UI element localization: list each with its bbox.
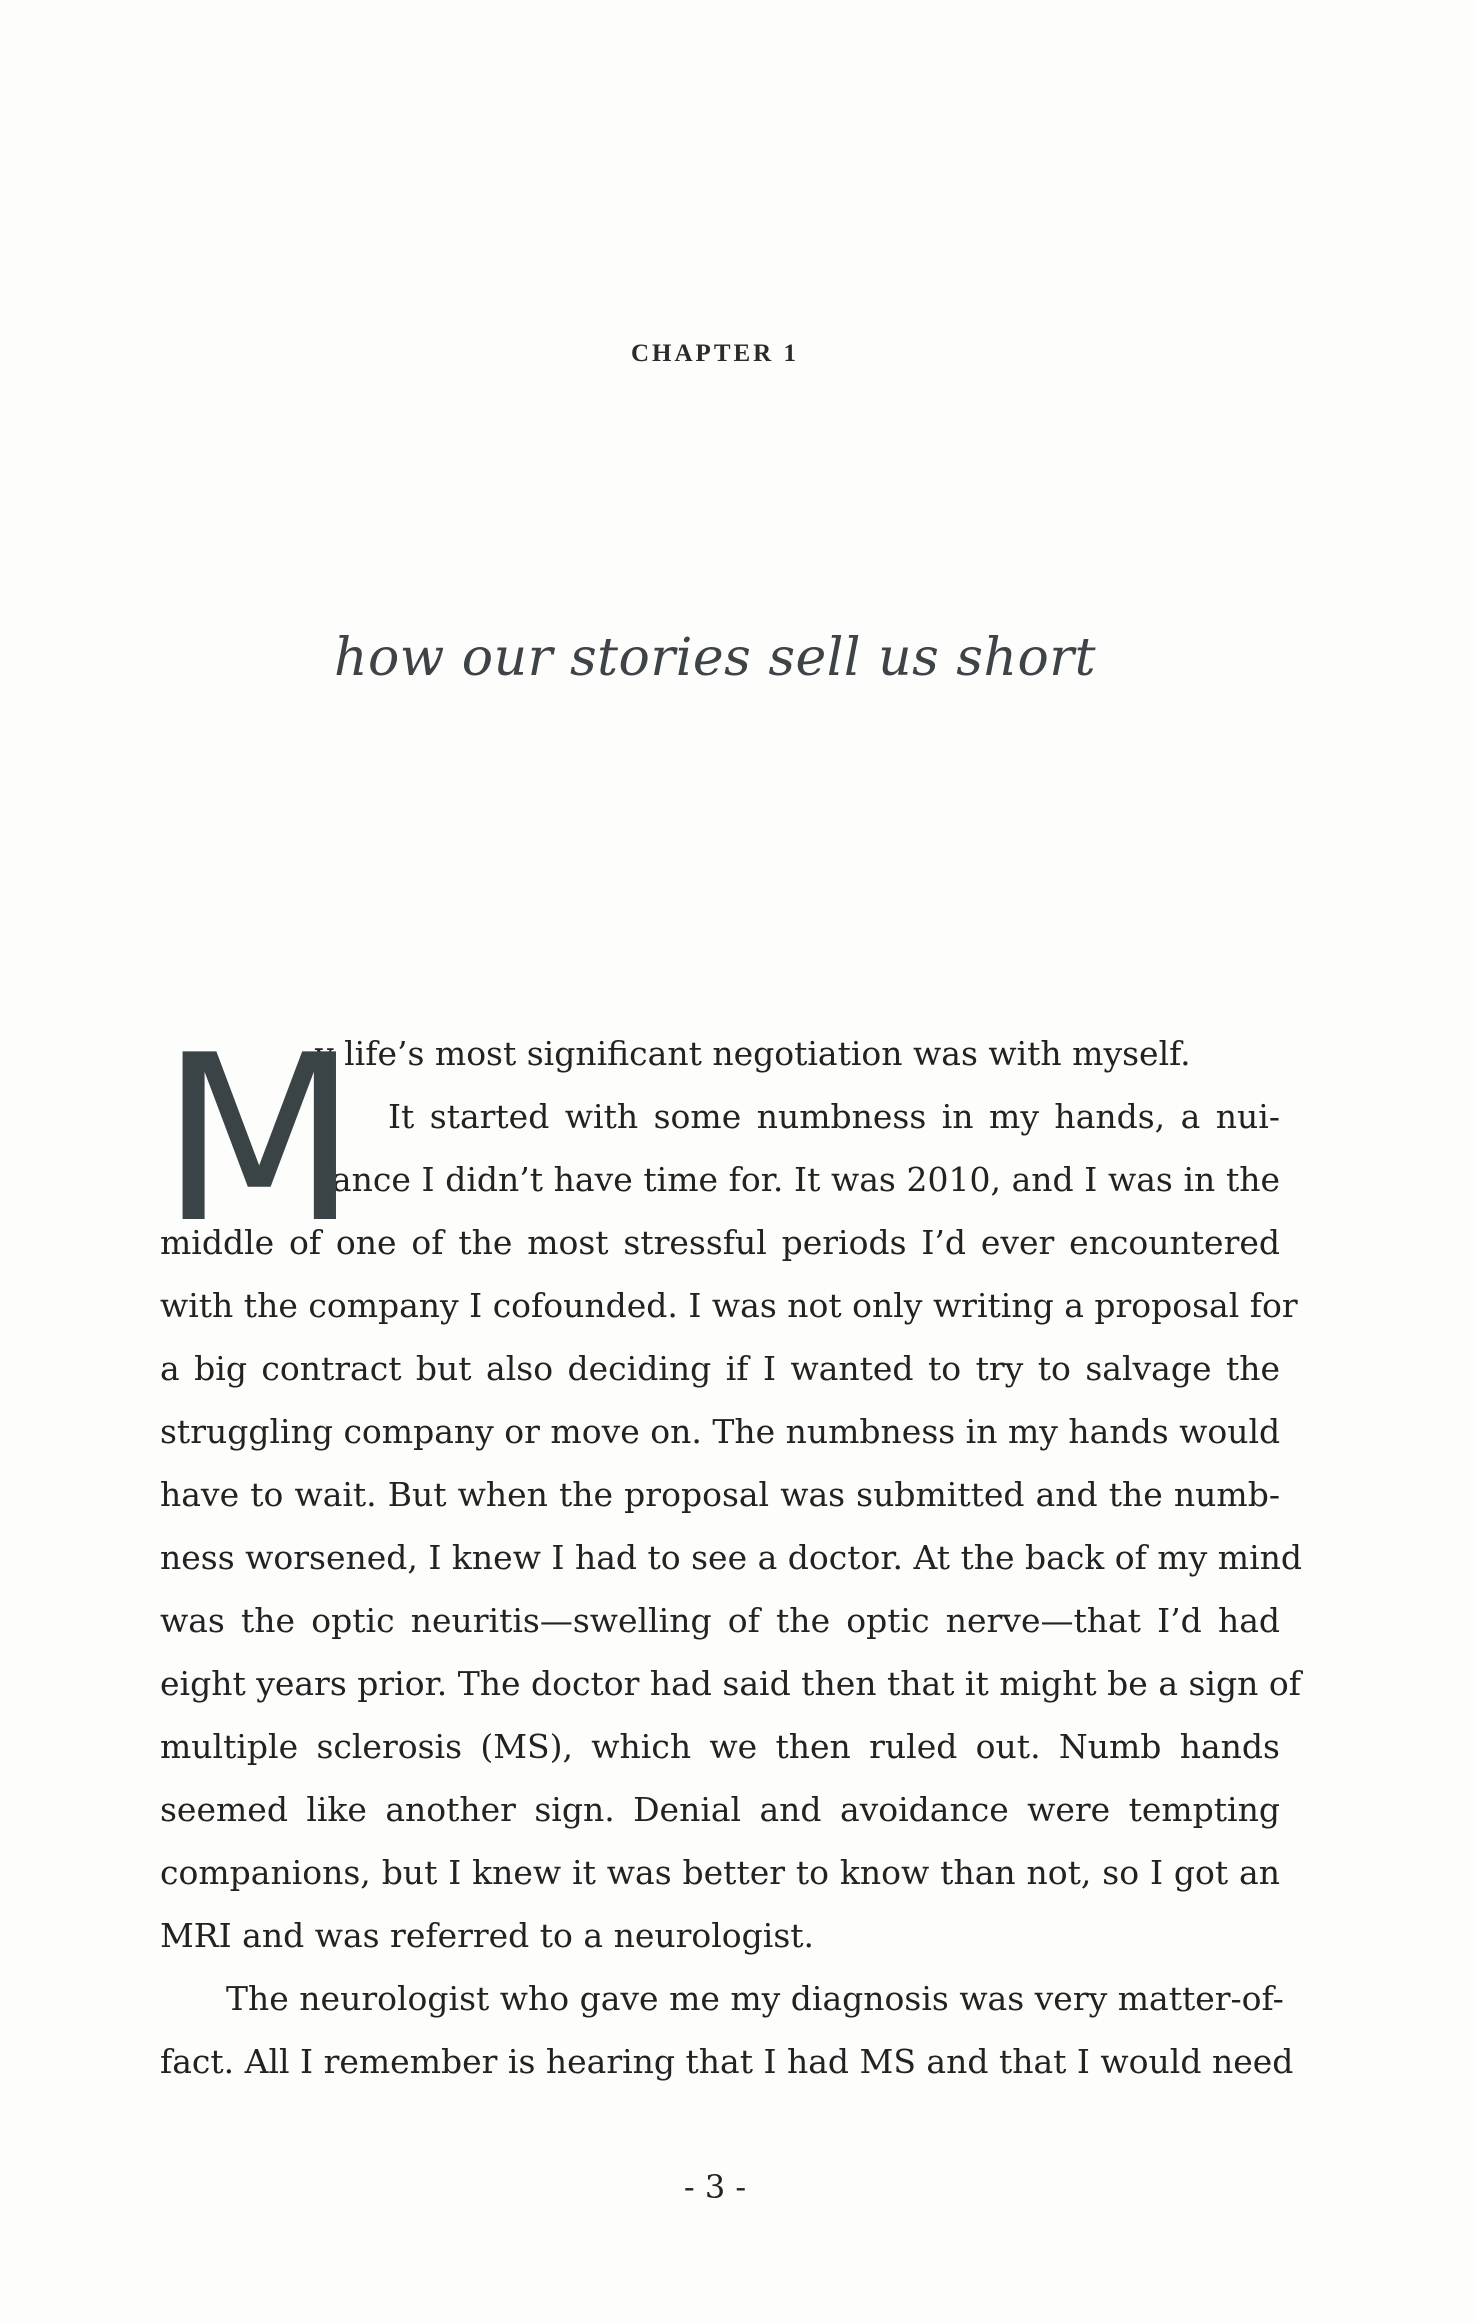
text-line: y life’s most significant negotiation was with myself.	[315, 1034, 1191, 1073]
drop-cap: M	[160, 1007, 353, 1274]
text-line: sance I didn’t have time for. It was 2010, and I was in the	[315, 1160, 1280, 1199]
text-line: with the company I cofounded. I was not only writing a proposal for	[160, 1286, 1298, 1325]
text-line: ness worsened, I knew I had to see a doctor. At the back of my mind	[160, 1538, 1303, 1577]
chapter-title: how our stories sell us short	[333, 628, 1097, 688]
text-line: companions, but I knew it was better to know than not, so I got an	[160, 1853, 1280, 1892]
text-line: MRI and was referred to a neurologist.	[160, 1916, 815, 1955]
text-line: struggling company or move on. The numbness in my hands would	[160, 1412, 1281, 1451]
text-line: It started with some numbness in my hands, a nui-	[388, 1097, 1280, 1136]
text-line: eight years prior. The doctor had said then that it might be a sign of	[160, 1664, 1301, 1703]
text-line: seemed like another sign. Denial and avoidance were tempting	[160, 1790, 1280, 1829]
page-number: - 3 -	[683, 2168, 747, 2206]
text-line: The neurologist who gave me my diagnosis was very matter-of-	[226, 1979, 1284, 2018]
text-line: fact. All I remember is hearing that I had MS and that I would need	[160, 2042, 1294, 2081]
text-line: was the optic neuritis—swelling of the optic nerve—that I’d had	[160, 1601, 1280, 1640]
chapter-label: CHAPTER 1	[631, 340, 799, 367]
text-line: multiple sclerosis (MS), which we then ruled out. Numb hands	[160, 1727, 1280, 1766]
text-line: a big contract but also deciding if I wanted to try to salvage the	[160, 1349, 1280, 1388]
body-text	[160, 1007, 1303, 2093]
text-line: have to wait. But when the proposal was submitted and the numb-	[160, 1475, 1280, 1514]
text-line: middle of one of the most stressful periods I’d ever encountered	[160, 1223, 1280, 1262]
